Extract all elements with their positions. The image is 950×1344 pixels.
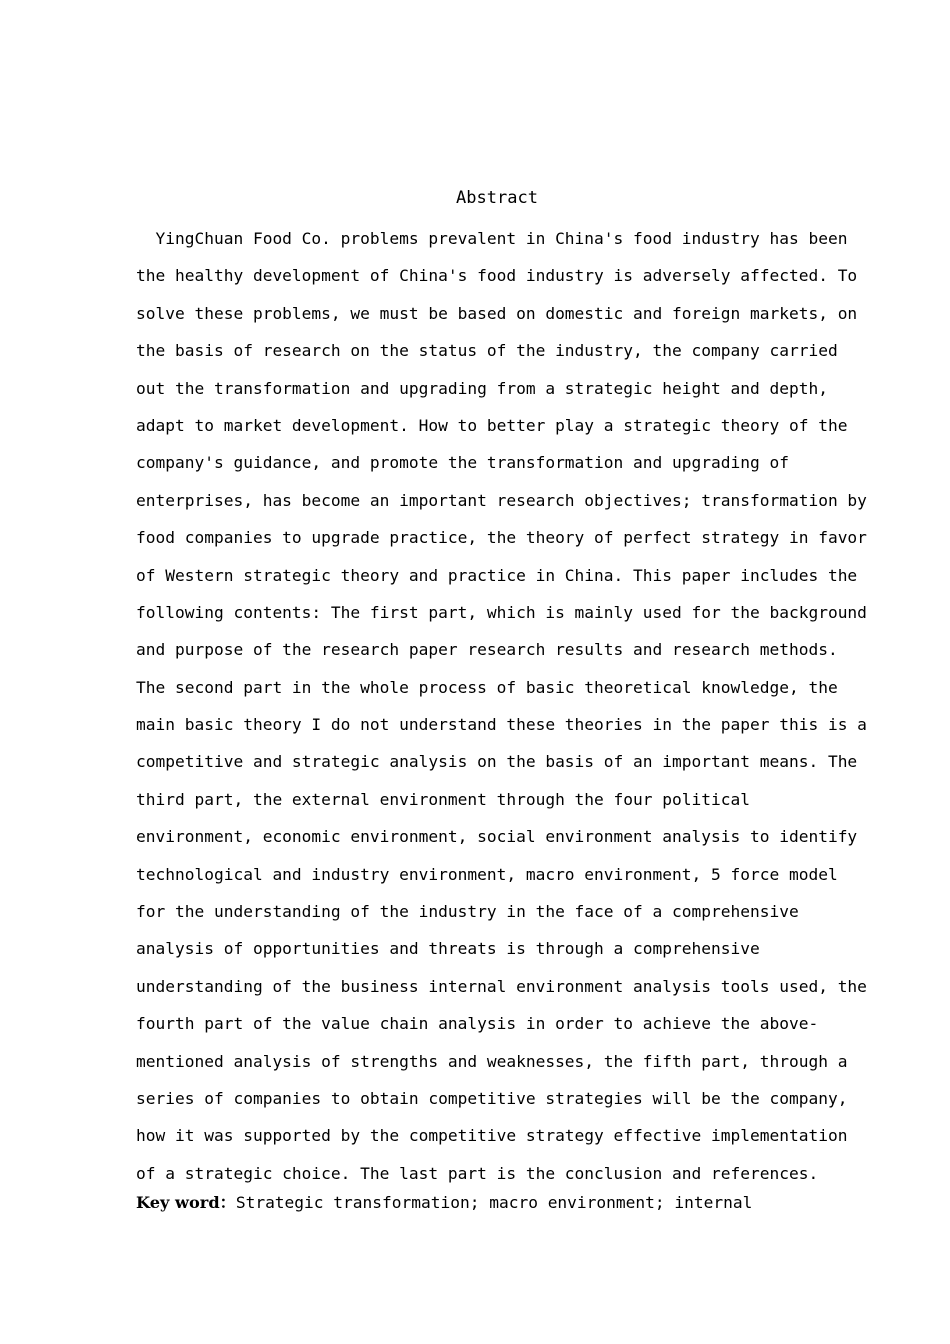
keywords-text: Strategic transformation; macro environment; internal [235, 1193, 753, 1212]
abstract-line: following contents: The first part, which is mainly used for the background [136, 602, 867, 622]
abstract-line: YingChuan Food Co. problems prevalent in China's food industry has been [136, 229, 848, 248]
abstract-line: competitive and strategic analysis on the basis of an important means. The [136, 752, 858, 772]
abstract-line: company's guidance, and promote the transformation and upgrading of [136, 453, 789, 473]
abstract-line: main basic theory I do not understand these theories in the paper this is a [136, 715, 867, 735]
abstract-body [136, 220, 867, 1192]
abstract-line: the healthy development of China's food industry is adversely affected. To [136, 266, 858, 286]
abstract-line: The second part in the whole process of basic theoretical knowledge, the [136, 677, 838, 697]
abstract-title: Abstract [456, 188, 538, 208]
abstract-line: and purpose of the research paper research results and research methods. [136, 640, 838, 660]
abstract-line: analysis of opportunities and threats is through a comprehensive [136, 939, 760, 959]
abstract-line: series of companies to obtain competitive strategies will be the company, [136, 1088, 848, 1108]
abstract-line: environment, economic environment, social environment analysis to identify [136, 827, 858, 847]
keywords-label: Key word： [136, 1193, 236, 1212]
abstract-line: solve these problems, we must be based on domestic and foreign markets, on [136, 303, 858, 323]
abstract-line: third part, the external environment through the four political [136, 789, 750, 809]
abstract-line: for the understanding of the industry in the face of a comprehensive [136, 902, 799, 922]
abstract-line: the basis of research on the status of the industry, the company carried [136, 341, 838, 361]
keywords-line [136, 1188, 752, 1218]
abstract-line: of a strategic choice. The last part is the conclusion and references. [136, 1163, 819, 1183]
abstract-line: of Western strategic theory and practice in China. This paper includes the [136, 565, 858, 585]
abstract-line: understanding of the business internal environment analysis tools used, the [136, 976, 867, 996]
abstract-line: enterprises, has become an important research objectives; transformation by [136, 490, 867, 510]
abstract-line: technological and industry environment, macro environment, 5 force model [136, 864, 838, 884]
abstract-line: out the transformation and upgrading from a strategic height and depth, [136, 378, 828, 398]
abstract-line: food companies to upgrade practice, the theory of perfect strategy in favor [136, 528, 867, 548]
abstract-line: adapt to market development. How to better play a strategic theory of the [136, 415, 848, 435]
abstract-line: fourth part of the value chain analysis in order to achieve the above- [136, 1014, 819, 1034]
abstract-line: mentioned analysis of strengths and weaknesses, the fifth part, through a [136, 1051, 848, 1071]
abstract-line: how it was supported by the competitive strategy effective implementation [136, 1126, 848, 1146]
